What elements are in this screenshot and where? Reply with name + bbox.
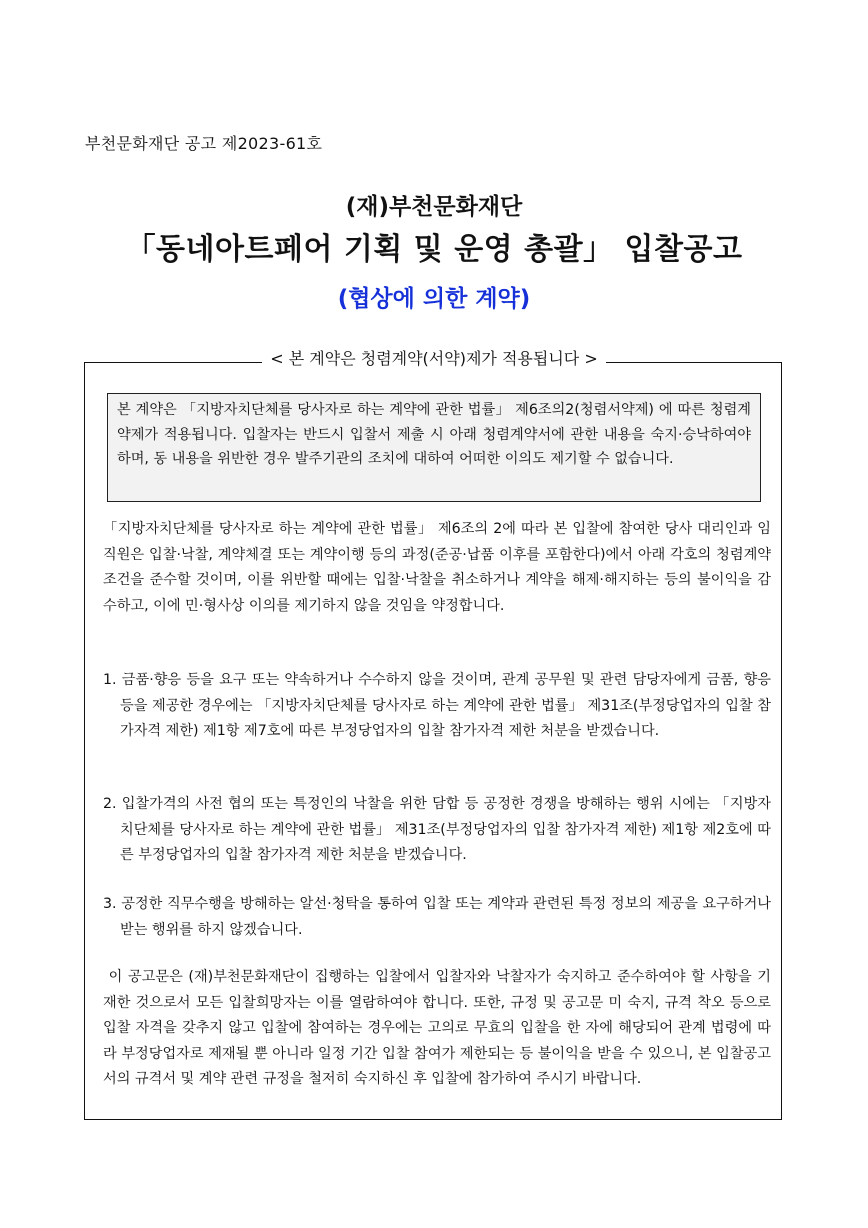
integrity-item-2: 2. 입찰가격의 사전 협의 또는 특정인의 낙찰을 위한 담합 등 공정한 경쟁을 방해하는 행위 시에는 「지방자치단체를 당사자로 하는 계약에 관한 법률」 제31조(부정당업자의 입찰 참가자격 제한) 제1항 제2호에 따른 부정당업자의 입찰 참가자격 제한 처분을 받겠습니다. <box>103 796 771 863</box>
integrity-box-heading <box>0 347 868 371</box>
integrity-summary-box: 본 계약은 「지방자치단체를 당사자로 하는 계약에 관한 법률」 제6조의2(청렴서약제) 에 따른 청렴계약제가 적용됩니다. 입찰자는 반드시 입찰서 제출 시 아래 청렴계약서에 관한 내용을 숙지·승낙하여야 하며, 동 내용을 위반한 경우 발주기관의 조치에 대하여 어떠한 이의도 제기할 수 없습니다. <box>107 393 761 502</box>
contract-type-subtitle: (협상에 의한 계약) <box>337 286 531 312</box>
closing-paragraph: 이 공고문은 (재)부천문화재단이 집행하는 입찰에서 입찰자와 낙찰자가 숙지하고 준수하여야 할 사항을 기재한 것으로서 모든 입찰희망자는 이를 열람하여야 합니다. 또한, 규정 및 공고문 미 숙지, 규격 착오 등으로 입찰 자격을 갖추지 않고 입찰에 참여하는 경우에는 고의로 무효의 입찰을 한 자에 해당되어 관계 법령에 따라 부정당업자로 제재될 뿐 아니라 일정 기간 입찰 참여가 제한되는 등 불이익을 받을 수 있으니, 본 입찰공고서의 규격서 및 계약 관련 규정을 철저히 숙지하신 후 입찰에 참가하여 주시기 바랍니다. <box>103 969 771 1087</box>
notice-number: 부천문화재단 공고 제2023-61호 <box>85 134 323 153</box>
integrity-item-3: 3. 공정한 직무수행을 방해하는 알선·청탁을 통하여 입찰 또는 계약과 관련된 특정 정보의 제공을 요구하거나 받는 행위를 하지 않겠습니다. <box>103 896 771 938</box>
organization-title: (재)부천문화재단 <box>345 194 523 220</box>
integrity-item-1: 1. 금품·향응 등을 요구 또는 약속하거나 수수하지 않을 것이며, 관계 공무원 및 관련 담당자에게 금품, 향응 등을 제공한 경우에는 「지방자치단체를 당사자로 하는 계약에 관한 법률」 제31조(부정당업자의 입찰 참가자격 제한) 제1항 제7호에 따른 부정당업자의 입찰 참가자격 제한 처분을 받겠습니다. <box>103 672 771 739</box>
integrity-box-heading-text: < 본 계약은 청렴계약(서약)제가 적용됩니다 > <box>262 349 605 368</box>
page-title: 「동네아트페어 기획 및 운영 총괄」 입찰공고 <box>125 232 743 267</box>
integrity-intro-paragraph: 「지방자치단체를 당사자로 하는 계약에 관한 법률」 제6조의 2에 따라 본 입찰에 참여한 당사 대리인과 임직원은 입찰·낙찰, 계약체결 또는 계약이행 등의 과정(준공·납품 이후를 포함한다)에서 아래 각호의 청렴계약 조건을 준수할 것이며, 이를 위반할 때에는 입찰·낙찰을 취소하거나 계약을 해제·해지하는 등의 불이익을 감수하고, 이에 민·형사상 이의를 제기하지 않을 것임을 약정합니다. <box>103 521 771 614</box>
